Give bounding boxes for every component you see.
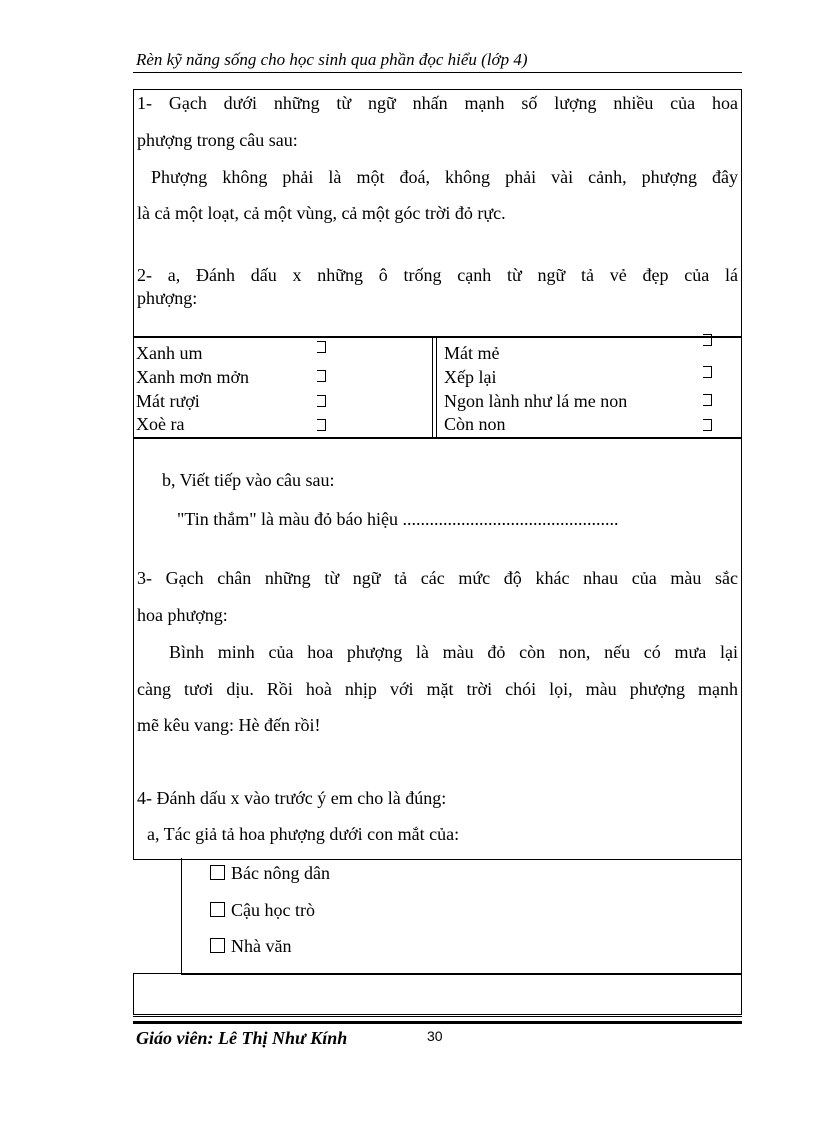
q1-line-1: 1- Gạch dưới những từ ngữ nhấn mạnh số lượng nhiều của hoa [137, 93, 738, 113]
q4-option-1-label: Bác nông dân [231, 863, 330, 883]
q3-line-2: hoa phượng: [137, 605, 228, 625]
option-left-2: Xanh mơn mởn [136, 367, 250, 387]
checkbox-left-3[interactable] [317, 395, 326, 407]
checkbox-icon[interactable] [210, 938, 225, 953]
q4-option-2[interactable] [210, 900, 315, 921]
option-right-4: Còn non [444, 414, 506, 434]
footer-divider-thin [133, 1016, 742, 1017]
option-right-1: Mát mẻ [444, 343, 500, 363]
checkbox-right-2[interactable] [703, 366, 712, 378]
q2-line-1: 2- a, Đánh dấu x những ô trống cạnh từ ngữ tả vẻ đẹp của lá [137, 265, 738, 285]
q3-line-1: 3- Gạch chân những từ ngữ tả các mức độ khác nhau của màu sắc [137, 568, 738, 588]
checkbox-right-3[interactable] [703, 394, 712, 406]
q4-option-3-label: Nhà văn [231, 936, 292, 956]
q1-line-3: Phượng không phải là một đoá, không phải vài cảnh, phượng đây [151, 167, 738, 187]
leaf-options-table [133, 336, 742, 439]
q3-line-4: càng tươi dịu. Rồi hoà nhịp với mặt trời chói lọi, màu phượng mạnh [137, 679, 738, 699]
table-divider [432, 337, 437, 438]
option-right-3: Ngon lành như lá me non [444, 391, 628, 411]
q4-line-1: 4- Đánh dấu x vào trước ý em cho là đúng: [137, 788, 447, 808]
footer-author: Giáo viên: Lê Thị Như Kính [136, 1028, 348, 1048]
option-left-3: Mát rượi [136, 391, 200, 411]
checkbox-left-1[interactable] [317, 341, 326, 353]
q3-line-5: mẽ kêu vang: Hè đến rồi! [137, 715, 321, 735]
blank-answer-box [133, 973, 742, 1015]
q1-line-2: phượng trong câu sau: [137, 130, 298, 150]
page-number: 30 [427, 1028, 443, 1044]
checkbox-left-2[interactable] [317, 370, 326, 382]
checkbox-icon[interactable] [210, 902, 225, 917]
q4-option-1[interactable] [210, 863, 330, 884]
q1-line-4: là cả một loạt, cả một vùng, cả một góc trời đỏ rực. [137, 203, 506, 223]
checkbox-icon[interactable] [210, 865, 225, 880]
q2b-sentence: "Tin thắm" là màu đỏ báo hiệu ................................................ [177, 509, 619, 529]
checkbox-right-4[interactable] [703, 419, 712, 431]
q3-line-3: Bình minh của hoa phượng là màu đỏ còn non, nếu có mưa lại [169, 642, 738, 662]
document-header: Rèn kỹ năng sống cho học sinh qua phần đọc hiểu (lớp 4) [136, 50, 528, 69]
checkbox-left-4[interactable] [317, 419, 326, 431]
q4-option-3[interactable] [210, 936, 291, 957]
q2b-label: b, Viết tiếp vào câu sau: [162, 470, 335, 490]
q4-line-2: a, Tác giả tả hoa phượng dưới con mắt của: [147, 824, 460, 844]
footer-divider-thick [133, 1021, 742, 1024]
checkbox-right-1[interactable] [703, 334, 712, 346]
header-divider [133, 72, 742, 73]
q4-option-2-label: Cậu học trò [231, 900, 315, 920]
question-3-box [133, 437, 742, 860]
question-1-box [133, 89, 742, 338]
q2-line-2: phượng: [137, 288, 198, 308]
option-right-2: Xếp lại [444, 367, 497, 387]
option-left-4: Xoè ra [136, 414, 185, 434]
q4-options-box [181, 858, 742, 975]
option-left-1: Xanh um [136, 343, 203, 363]
